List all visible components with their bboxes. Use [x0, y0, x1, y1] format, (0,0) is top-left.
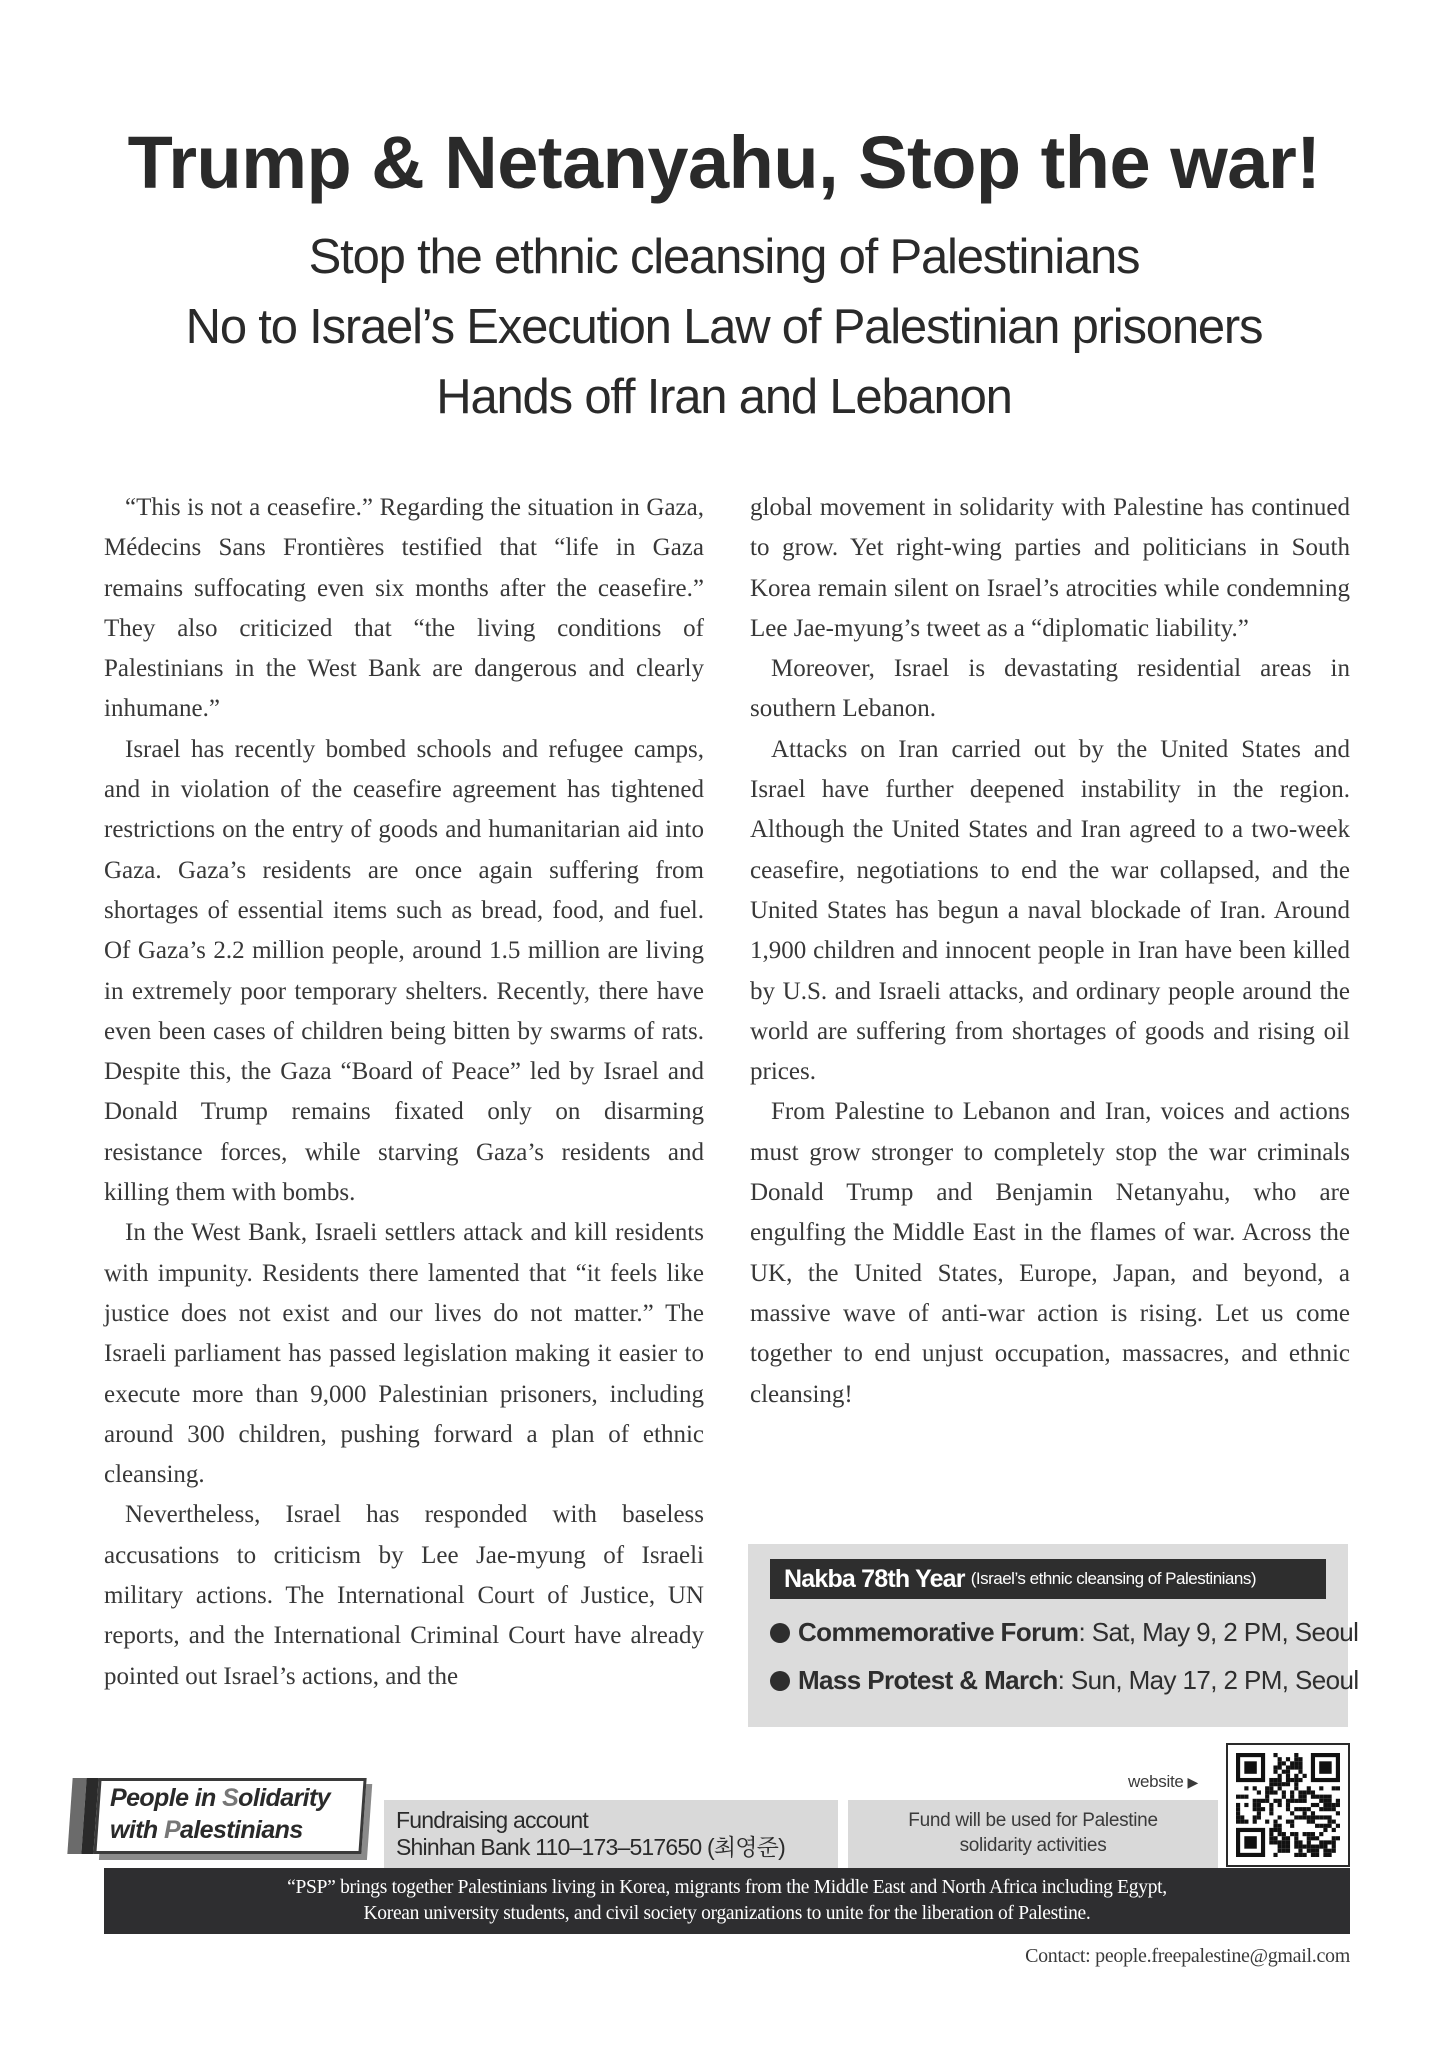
- fund-use-line: solidarity activities: [959, 1835, 1107, 1856]
- qr-module: [1257, 1799, 1261, 1803]
- qr-module: [1294, 1774, 1298, 1778]
- paragraph: Israel has recently bombed schools and refugee camps, and in violation of the ceasefire agreement has tightened restrictions on the entry of goods and humanitarian aid into Gaza. Gaza’s residents are once again suffering from shortages of essential items such as bread, food, and fuel. Of Gaza’s 2.2 million people, around 1.5 million are living in extremely poor temporary shelters. Recently, there have even been cases of children being bitten by swarms of rats. Despite this, the Gaza “Board of Peace” led by Israel and Donald Trump remains fixated only on disarming resistance forces, while starving Gaza’s residents and killing them with bombs.: [104, 735, 704, 1207]
- subtitle-2: No to Israel’s Execution Law of Palestinian prisoners: [185, 300, 1263, 354]
- qr-module: [1298, 1795, 1302, 1799]
- qr-module: [1240, 1815, 1244, 1819]
- qr-module: [1278, 1824, 1282, 1828]
- website-text: website: [1128, 1772, 1184, 1791]
- play-arrow-icon: ▶: [1187, 1774, 1199, 1790]
- qr-module: [1336, 1824, 1340, 1828]
- qr-module: [1278, 1786, 1282, 1790]
- qr-module: [1286, 1757, 1290, 1761]
- logo-accent-letter: P: [163, 1816, 181, 1844]
- qr-module: [1311, 1790, 1315, 1794]
- qr-module: [1298, 1815, 1302, 1819]
- qr-module: [1303, 1790, 1307, 1794]
- qr-module: [1286, 1849, 1290, 1853]
- paragraph: “This is not a ceasefire.” Regarding the situation in Gaza, Médecins Sans Frontières testified that “life in Gaza remains suffocating even six months after the ceasefire.” They also criticized that “the living conditions of Palestinians in the West Bank are dangerous and clearly inhumane.”: [104, 494, 704, 723]
- qr-module: [1269, 1828, 1273, 1832]
- qr-module: [1253, 1820, 1257, 1824]
- qr-module: [1298, 1853, 1302, 1857]
- event-item: [770, 1617, 1358, 1648]
- qr-module: [1336, 1803, 1340, 1807]
- qr-module: [1319, 1845, 1323, 1849]
- qr-module: [1294, 1840, 1298, 1844]
- qr-module: [1303, 1807, 1307, 1811]
- qr-module: [1273, 1770, 1277, 1774]
- qr-module: [1269, 1807, 1273, 1811]
- qr-module: [1328, 1795, 1332, 1799]
- qr-module: [1286, 1820, 1290, 1824]
- qr-module: [1265, 1786, 1269, 1790]
- qr-module: [1282, 1761, 1286, 1765]
- event-name: Mass Protest & March: [798, 1665, 1058, 1695]
- qr-module: [1298, 1761, 1302, 1765]
- qr-module: [1323, 1853, 1327, 1857]
- logo-wordmark: [110, 1782, 354, 1846]
- qr-module: [1244, 1795, 1248, 1799]
- qr-module: [1240, 1820, 1244, 1824]
- paragraph-continued: global movement in solidarity with Palestine has continued to grow. Yet right-wing parties and politicians in South Korea remain silent on Israel’s atrocities while condemning Lee Jae-myung’s tweet as a “diplomatic liability.”: [750, 494, 1350, 642]
- qr-module: [1269, 1790, 1273, 1794]
- qr-module: [1282, 1845, 1286, 1849]
- qr-module: [1236, 1811, 1240, 1815]
- mission-line: Korean university students, and civil society organizations to unite for the liberation of Palestine.: [363, 1903, 1091, 1924]
- qr-module: [1294, 1832, 1298, 1836]
- mission-line: “PSP” brings together Palestinians living in Korea, migrants from the Middle East and North Africa including Egypt,: [287, 1877, 1167, 1898]
- qr-module: [1328, 1799, 1332, 1803]
- qr-module: [1282, 1790, 1286, 1794]
- qr-module: [1311, 1832, 1315, 1836]
- events-panel: [748, 1544, 1359, 1727]
- qr-module: [1307, 1807, 1311, 1811]
- website-label: [1128, 1772, 1198, 1792]
- qr-module: [1278, 1849, 1282, 1853]
- qr-module: [1290, 1790, 1294, 1794]
- qr-module: [1286, 1770, 1290, 1774]
- events-title-note: (Israel’s ethnic cleansing of Palestinians): [970, 1569, 1257, 1588]
- qr-module: [1286, 1799, 1290, 1803]
- qr-module: [1236, 1820, 1240, 1824]
- qr-module: [1323, 1840, 1327, 1844]
- qr-module: [1332, 1849, 1336, 1853]
- qr-module: [1257, 1815, 1261, 1819]
- qr-module: [1315, 1845, 1319, 1849]
- qr-module: [1278, 1761, 1282, 1765]
- qr-module: [1269, 1836, 1273, 1840]
- qr-module: [1323, 1795, 1327, 1799]
- qr-module: [1253, 1799, 1257, 1803]
- event-details: : Sun, May 17, 2 PM, Seoul: [1057, 1665, 1359, 1695]
- qr-module: [1303, 1774, 1307, 1778]
- qr-module: [1319, 1824, 1323, 1828]
- qr-module: [1319, 1832, 1323, 1836]
- events-title: Nakba 78th Year: [784, 1564, 965, 1593]
- qr-module: [1244, 1786, 1248, 1790]
- subtitle-3: Hands off Iran and Lebanon: [436, 370, 1012, 424]
- qr-module: [1294, 1757, 1298, 1761]
- qr-module: [1336, 1799, 1340, 1803]
- qr-module: [1278, 1815, 1282, 1819]
- qr-module: [1323, 1815, 1327, 1819]
- qr-module: [1294, 1786, 1298, 1790]
- qr-module: [1298, 1840, 1302, 1844]
- qr-module: [1294, 1853, 1298, 1857]
- qr-module: [1323, 1824, 1327, 1828]
- qr-module: [1307, 1786, 1311, 1790]
- qr-module: [1307, 1790, 1311, 1794]
- article-column-right: [750, 488, 1350, 1415]
- qr-module: [1323, 1849, 1327, 1853]
- qr-module: [1319, 1840, 1323, 1844]
- qr-module: [1328, 1803, 1332, 1807]
- qr-module: [1294, 1761, 1298, 1765]
- qr-module: [1323, 1828, 1327, 1832]
- qr-module: [1294, 1845, 1298, 1849]
- qr-module: [1319, 1815, 1323, 1819]
- logo-word: People in: [110, 1784, 223, 1812]
- qr-module: [1307, 1840, 1311, 1844]
- qr-module: [1294, 1778, 1298, 1782]
- logo-word: with: [110, 1816, 164, 1844]
- qr-module: [1290, 1832, 1294, 1836]
- qr-module: [1253, 1807, 1257, 1811]
- qr-module: [1298, 1807, 1302, 1811]
- qr-module: [1307, 1836, 1311, 1840]
- paragraph: Moreover, Israel is devastating residential areas in southern Lebanon.: [750, 655, 1350, 723]
- qr-module: [1253, 1786, 1257, 1790]
- event-name: Commemorative Forum: [798, 1617, 1079, 1647]
- qr-module: [1282, 1782, 1286, 1786]
- qr-module: [1294, 1836, 1298, 1840]
- qr-module: [1328, 1840, 1332, 1844]
- qr-module: [1311, 1815, 1315, 1819]
- event-item: [770, 1665, 1359, 1696]
- qr-module: [1311, 1845, 1315, 1849]
- qr-module: [1269, 1782, 1273, 1786]
- qr-module: [1290, 1820, 1294, 1824]
- qr-module: [1290, 1799, 1294, 1803]
- qr-module: [1269, 1786, 1273, 1790]
- events-heading: [770, 1559, 1326, 1599]
- fund-use-line: Fund will be used for Palestine: [908, 1810, 1158, 1831]
- fund-use-note: [848, 1800, 1218, 1868]
- footer: [0, 1743, 1448, 1973]
- qr-module: [1311, 1853, 1315, 1857]
- qr-module: [1278, 1832, 1282, 1836]
- psp-logo: [56, 1774, 374, 1874]
- qr-module: [1282, 1832, 1286, 1836]
- subtitle-group: [0, 222, 1448, 432]
- qr-module: [1311, 1820, 1315, 1824]
- qr-module: [1265, 1820, 1269, 1824]
- logo-word: alestinians: [180, 1816, 303, 1844]
- qr-module: [1319, 1795, 1323, 1799]
- qr-module: [1278, 1774, 1282, 1778]
- qr-module: [1298, 1799, 1302, 1803]
- qr-module: [1236, 1815, 1240, 1819]
- qr-module: [1328, 1824, 1332, 1828]
- paragraph: Attacks on Iran carried out by the United States and Israel have further deepened instability in the region. Although the United States and Iran agreed to a two-week ceasefire, negotiations to end the war collapsed, and the United States has begun a naval blockade of Iran. Around 1,900 children and innocent people in Iran have been killed by U.S. and Israeli attacks, and ordinary people around the world are suffering from shortages of goods and rising oil prices.: [750, 735, 1350, 1086]
- qr-module: [1311, 1795, 1315, 1799]
- subtitle-1: Stop the ethnic cleansing of Palestinians: [308, 230, 1140, 284]
- qr-module: [1286, 1774, 1290, 1778]
- headline: Trump & Netanyahu, Stop the war!: [127, 121, 1321, 204]
- logo-accent-letter: S: [222, 1784, 239, 1812]
- qr-module: [1303, 1815, 1307, 1819]
- qr-module: [1286, 1765, 1290, 1769]
- qr-module: [1315, 1824, 1319, 1828]
- qr-module: [1286, 1803, 1290, 1807]
- qr-module: [1273, 1778, 1277, 1782]
- qr-module: [1303, 1799, 1307, 1803]
- qr-module: [1336, 1836, 1340, 1840]
- qr-module: [1307, 1832, 1311, 1836]
- qr-module: [1315, 1795, 1319, 1799]
- qr-module: [1257, 1807, 1261, 1811]
- qr-module: [1269, 1778, 1273, 1782]
- contact-email[interactable]: Contact: people.freepalestine@gmail.com: [1025, 1945, 1350, 1967]
- qr-module: [1311, 1849, 1315, 1853]
- qr-module: [1298, 1849, 1302, 1853]
- qr-module: [1244, 1761, 1256, 1773]
- qr-module: [1332, 1840, 1336, 1844]
- article-column-left: [104, 488, 704, 1697]
- qr-module: [1282, 1795, 1286, 1799]
- event-details: : Sat, May 9, 2 PM, Seoul: [1078, 1617, 1359, 1647]
- qr-module: [1319, 1799, 1323, 1803]
- qr-module: [1336, 1786, 1340, 1790]
- qr-module: [1315, 1853, 1319, 1857]
- qr-module: [1332, 1807, 1336, 1811]
- qr-module: [1273, 1790, 1277, 1794]
- qr-module: [1319, 1761, 1331, 1773]
- qr-module: [1332, 1845, 1336, 1849]
- qr-module: [1328, 1807, 1332, 1811]
- qr-module: [1240, 1795, 1244, 1799]
- qr-module: [1261, 1799, 1265, 1803]
- qr-module: [1282, 1840, 1286, 1844]
- qr-module: [1282, 1849, 1286, 1853]
- qr-module: [1307, 1820, 1311, 1824]
- qr-module: [1319, 1807, 1323, 1811]
- qr-module: [1269, 1811, 1273, 1815]
- paragraph: From Palestine to Lebanon and Iran, voices and actions must grow stronger to completely stop the war criminals Donald Trump and Benjamin Netanyahu, who are engulfing the Middle East in the flames of war. Across the UK, the United States, Europe, Japan, and beyond, a massive wave of anti-war action is rising. Let us come together to end unjust occupation, massacres, and ethnic cleansing!: [750, 1098, 1350, 1408]
- qr-module: [1323, 1803, 1327, 1807]
- qr-module: [1253, 1815, 1257, 1819]
- qr-module: [1265, 1799, 1269, 1803]
- qr-module: [1303, 1853, 1307, 1857]
- qr-module: [1273, 1799, 1277, 1803]
- qr-module: [1298, 1757, 1302, 1761]
- qr-module: [1278, 1840, 1282, 1844]
- qr-module: [1278, 1799, 1282, 1803]
- qr-module: [1257, 1811, 1261, 1815]
- qr-module: [1315, 1803, 1319, 1807]
- qr-module: [1298, 1770, 1302, 1774]
- qr-module: [1336, 1811, 1340, 1815]
- qr-module: [1278, 1765, 1282, 1769]
- qr-module: [1286, 1807, 1290, 1811]
- qr-module: [1278, 1845, 1282, 1849]
- qr-code-pattern: [1236, 1753, 1340, 1857]
- qr-module: [1290, 1761, 1294, 1765]
- qr-module: [1298, 1845, 1302, 1849]
- qr-module: [1311, 1836, 1315, 1840]
- qr-module: [1286, 1782, 1290, 1786]
- qr-module: [1278, 1757, 1282, 1761]
- qr-module: [1294, 1807, 1298, 1811]
- qr-module: [1303, 1832, 1307, 1836]
- bullet-icon: [770, 1671, 790, 1691]
- qr-module: [1307, 1815, 1311, 1819]
- qr-module: [1286, 1778, 1290, 1782]
- qr-module: [1290, 1795, 1294, 1799]
- qr-module: [1328, 1849, 1332, 1853]
- qr-module: [1294, 1815, 1298, 1819]
- qr-module: [1278, 1803, 1282, 1807]
- qr-module: [1253, 1803, 1257, 1807]
- mission-statement: [104, 1868, 1350, 1934]
- qr-module: [1269, 1832, 1273, 1836]
- qr-module: [1332, 1803, 1336, 1807]
- qr-module: [1323, 1845, 1327, 1849]
- qr-module: [1290, 1824, 1294, 1828]
- qr-module: [1319, 1786, 1323, 1790]
- qr-module: [1323, 1807, 1327, 1811]
- qr-module: [1257, 1790, 1261, 1794]
- qr-module: [1311, 1811, 1315, 1815]
- qr-module: [1298, 1790, 1302, 1794]
- qr-module: [1315, 1815, 1319, 1819]
- qr-module: [1286, 1836, 1290, 1840]
- qr-module: [1315, 1836, 1319, 1840]
- qr-module: [1236, 1803, 1240, 1807]
- qr-module: [1273, 1828, 1277, 1832]
- qr-module: [1273, 1853, 1277, 1857]
- qr-module: [1282, 1836, 1286, 1840]
- qr-module: [1303, 1845, 1307, 1849]
- qr-module: [1269, 1840, 1273, 1844]
- qr-module: [1303, 1795, 1307, 1799]
- qr-module: [1273, 1840, 1277, 1844]
- qr-module: [1265, 1790, 1269, 1794]
- qr-module: [1294, 1765, 1298, 1769]
- qr-module: [1278, 1828, 1282, 1832]
- qr-module: [1273, 1820, 1277, 1824]
- fundraising-label: Fundraising account: [396, 1807, 588, 1833]
- qr-module: [1328, 1815, 1332, 1819]
- qr-module: [1294, 1799, 1298, 1803]
- qr-module: [1303, 1811, 1307, 1815]
- qr-module: [1294, 1782, 1298, 1786]
- qr-module: [1298, 1778, 1302, 1782]
- qr-module: [1290, 1765, 1294, 1769]
- qr-module: [1273, 1836, 1277, 1840]
- qr-module: [1236, 1807, 1240, 1811]
- logo-word: olidarity: [238, 1784, 331, 1812]
- qr-module: [1311, 1803, 1315, 1807]
- qr-module: [1328, 1820, 1332, 1824]
- qr-module: [1244, 1836, 1256, 1848]
- qr-module: [1315, 1849, 1319, 1853]
- qr-module: [1273, 1782, 1277, 1786]
- qr-code[interactable]: [1226, 1743, 1350, 1867]
- qr-module: [1261, 1807, 1265, 1811]
- qr-module: [1244, 1820, 1248, 1824]
- qr-module: [1282, 1770, 1286, 1774]
- qr-module: [1323, 1799, 1327, 1803]
- qr-module: [1273, 1753, 1277, 1757]
- bank-account-number: Shinhan Bank 110–173–517650 (최영준): [396, 1834, 785, 1860]
- qr-module: [1286, 1845, 1290, 1849]
- qr-module: [1278, 1782, 1282, 1786]
- qr-module: [1294, 1753, 1298, 1757]
- qr-module: [1298, 1765, 1302, 1769]
- qr-module: [1332, 1828, 1336, 1832]
- qr-module: [1332, 1786, 1336, 1790]
- qr-module: [1273, 1824, 1277, 1828]
- qr-module: [1286, 1840, 1290, 1844]
- qr-module: [1236, 1795, 1240, 1799]
- qr-module: [1332, 1836, 1336, 1840]
- paragraph: Nevertheless, Israel has responded with baseless accusations to criticism by Lee Jae-myung of Israeli military actions. The International Court of Justice, UN reports, and the International Criminal Court have already pointed out Israel’s actions, and the: [104, 1501, 704, 1690]
- qr-module: [1278, 1778, 1282, 1782]
- qr-module: [1290, 1778, 1294, 1782]
- qr-module: [1290, 1811, 1294, 1815]
- qr-module: [1328, 1853, 1332, 1857]
- qr-module: [1307, 1849, 1311, 1853]
- paragraph: In the West Bank, Israeli settlers attack and kill residents with impunity. Residents there lamented that “it feels like justice does not exist and our lives do not matter.” The Israeli parliament has passed legislation making it easier to execute more than 9,000 Palestinian prisoners, including around 300 children, pushing forward a plan of ethnic cleansing.: [104, 1219, 704, 1489]
- qr-module: [1265, 1795, 1269, 1799]
- fundraising-account: [384, 1800, 838, 1868]
- bullet-icon: [770, 1623, 790, 1643]
- qr-module: [1307, 1845, 1311, 1849]
- qr-module: [1244, 1803, 1248, 1807]
- qr-module: [1269, 1803, 1273, 1807]
- qr-module: [1273, 1765, 1277, 1769]
- qr-module: [1332, 1820, 1336, 1824]
- qr-module: [1257, 1803, 1261, 1807]
